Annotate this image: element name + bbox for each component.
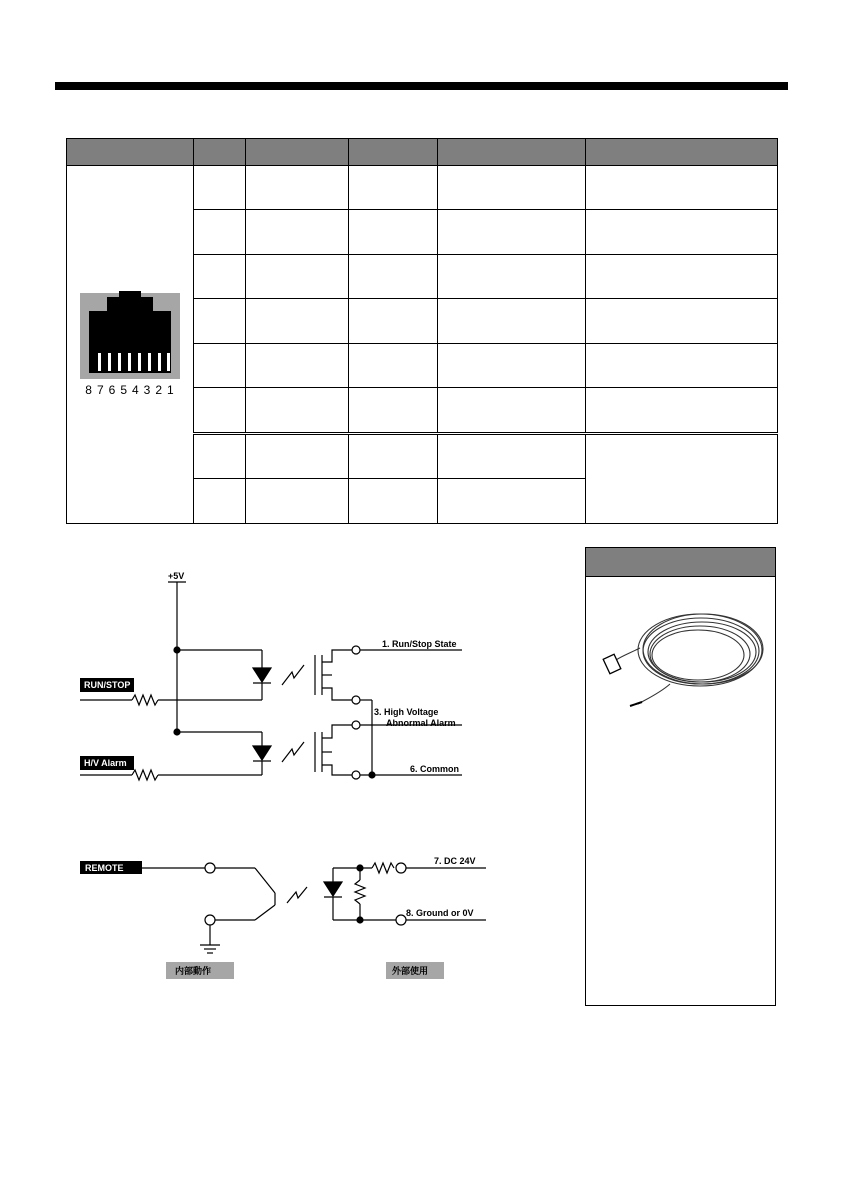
- table-header-row: [67, 139, 778, 166]
- internal-label: 内部動作: [175, 966, 212, 976]
- header-io: [349, 139, 438, 166]
- out7-label: 7. DC 24V: [434, 856, 476, 866]
- header-remark: [586, 139, 778, 166]
- header-function: [438, 139, 586, 166]
- circuit-diagram: [60, 560, 500, 985]
- cable-icon: [600, 608, 765, 728]
- out8-label: 8. Ground or 0V: [406, 908, 474, 918]
- out3-label-line1: 3. High Voltage: [374, 707, 439, 717]
- out1-label: 1. Run/Stop State: [382, 639, 457, 649]
- hv-alarm-label: H/V Alarm: [84, 758, 127, 768]
- rj45-connector-icon: [80, 293, 180, 379]
- top-rule: [55, 82, 788, 90]
- accessory-panel: [585, 547, 776, 1006]
- remote-label: REMOTE: [85, 863, 124, 873]
- supply-label: +5V: [168, 571, 185, 581]
- out3-label-line2: Abnormal Alarm: [386, 718, 456, 728]
- rj45-pin-numbers: 87654321: [85, 382, 179, 397]
- external-label: 外部使用: [392, 966, 429, 976]
- out6-label: 6. Common: [410, 764, 460, 774]
- connector-cell: [67, 166, 194, 524]
- accessory-header: [586, 548, 775, 577]
- header-signal: [246, 139, 349, 166]
- table-row: [67, 166, 778, 210]
- run-stop-label: RUN/STOP: [84, 680, 131, 690]
- pin-table: [66, 138, 778, 524]
- header-pin: [194, 139, 246, 166]
- header-connector: [67, 139, 194, 166]
